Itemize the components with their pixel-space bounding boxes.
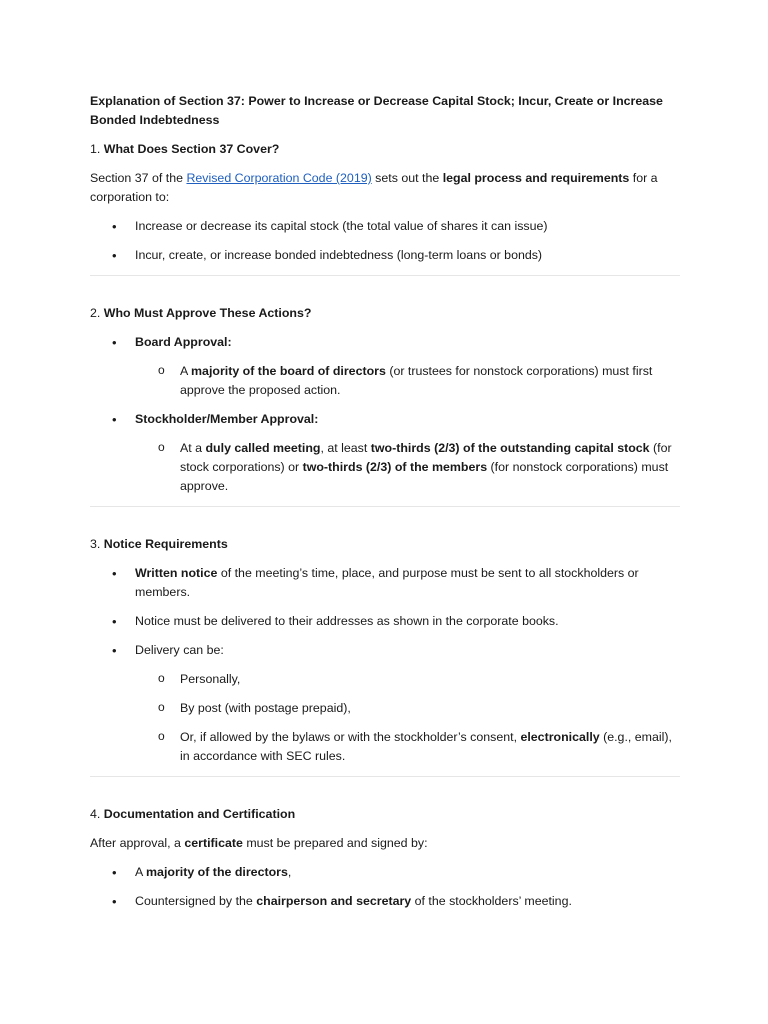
list-item bbox=[90, 863, 680, 882]
bold-text: majority of the directors bbox=[146, 865, 288, 879]
text: must be prepared and signed by: bbox=[242, 836, 428, 850]
text: , bbox=[287, 865, 292, 879]
text: (e.g., email), in accordance with SEC rules. bbox=[180, 730, 672, 763]
sub-list bbox=[135, 362, 680, 400]
section-2-heading bbox=[90, 304, 680, 323]
text: (or trustees for nonstock corporations) must first approve the proposed action. bbox=[180, 364, 653, 397]
text: Or, if allowed by the bylaws or with the stockholder’s consent, bbox=[180, 730, 521, 744]
bold-text: electronically bbox=[520, 730, 600, 744]
list-item: • Increase or decrease its capital stock (the total value of shares it can issue) bbox=[90, 217, 680, 236]
text: sets out the bbox=[371, 171, 443, 185]
section-2-list bbox=[90, 333, 680, 496]
text: A bbox=[135, 865, 147, 879]
document-body bbox=[90, 92, 680, 921]
bold-text: certificate bbox=[184, 836, 243, 850]
text: After approval, a bbox=[90, 836, 185, 850]
divider bbox=[90, 275, 680, 276]
bold-text: two-thirds (2/3) of the outstanding capital stock bbox=[370, 441, 650, 455]
list-item: • Notice must be delivered to their addresses as shown in the corporate books. bbox=[90, 612, 680, 631]
section-title: Who Must Approve These Actions? bbox=[103, 306, 312, 320]
sub-list-item: o Personally, bbox=[135, 670, 680, 689]
sub-list-item bbox=[135, 439, 680, 496]
text: Delivery can be: bbox=[135, 643, 224, 657]
bold-text: chairperson and secretary bbox=[256, 894, 412, 908]
document-title: Explanation of Section 37: Power to Increase or Decrease Capital Stock; Incur, Create or Increase Bonded Indebtedness bbox=[90, 94, 663, 127]
section-4-list bbox=[90, 863, 680, 911]
sub-list-item bbox=[135, 728, 680, 766]
section-4-intro bbox=[90, 834, 680, 853]
bold-text: Board Approval: bbox=[135, 335, 232, 349]
section-title: What Does Section 37 Cover? bbox=[103, 142, 280, 156]
list-item-board-approval bbox=[90, 333, 680, 400]
sub-list-item bbox=[135, 362, 680, 400]
bold-text: legal process and requirements bbox=[442, 171, 630, 185]
sub-list bbox=[135, 670, 680, 766]
text: (for nonstock corporations) must approve. bbox=[180, 460, 669, 493]
section-1-intro bbox=[90, 169, 680, 207]
bold-text: Written notice bbox=[135, 566, 218, 580]
list-item: • Incur, create, or increase bonded indebtedness (long-term loans or bonds) bbox=[90, 246, 680, 265]
text: , at least bbox=[320, 441, 371, 455]
text: Section 37 of the bbox=[90, 171, 187, 185]
bold-text: duly called meeting bbox=[205, 441, 321, 455]
text: At a bbox=[180, 441, 206, 455]
section-title: Notice Requirements bbox=[103, 537, 228, 551]
section-number: 3. bbox=[90, 537, 104, 551]
section-number: 2. bbox=[90, 306, 104, 320]
text: (for stock corporations) or bbox=[180, 441, 672, 474]
text: of the stockholders’ meeting. bbox=[411, 894, 572, 908]
section-title: Documentation and Certification bbox=[103, 807, 296, 821]
section-number: 1. bbox=[90, 142, 104, 156]
section-4-heading bbox=[90, 805, 680, 824]
list-item bbox=[90, 641, 680, 766]
section-1-list bbox=[90, 217, 680, 265]
list-item bbox=[90, 564, 680, 602]
text: of the meeting’s time, place, and purpose must be sent to all stockholders or members. bbox=[135, 566, 639, 599]
divider bbox=[90, 506, 680, 507]
bold-text: two-thirds (2/3) of the members bbox=[302, 460, 488, 474]
section-number: 4. bbox=[90, 807, 104, 821]
bold-text: Stockholder/Member Approval: bbox=[135, 412, 319, 426]
section-3-heading bbox=[90, 535, 680, 554]
list-item-stockholder-approval bbox=[90, 410, 680, 496]
text: A bbox=[180, 364, 192, 378]
section-3-list bbox=[90, 564, 680, 766]
text: Countersigned by the bbox=[135, 894, 257, 908]
revised-corporation-code-link[interactable]: Revised Corporation Code (2019) bbox=[186, 171, 372, 185]
list-item bbox=[90, 892, 680, 911]
sub-list bbox=[135, 439, 680, 496]
text: for a corporation to: bbox=[90, 171, 658, 204]
divider bbox=[90, 776, 680, 777]
section-1-heading bbox=[90, 140, 680, 159]
sub-list-item: o By post (with postage prepaid), bbox=[135, 699, 680, 718]
bold-text: majority of the board of directors bbox=[191, 364, 386, 378]
